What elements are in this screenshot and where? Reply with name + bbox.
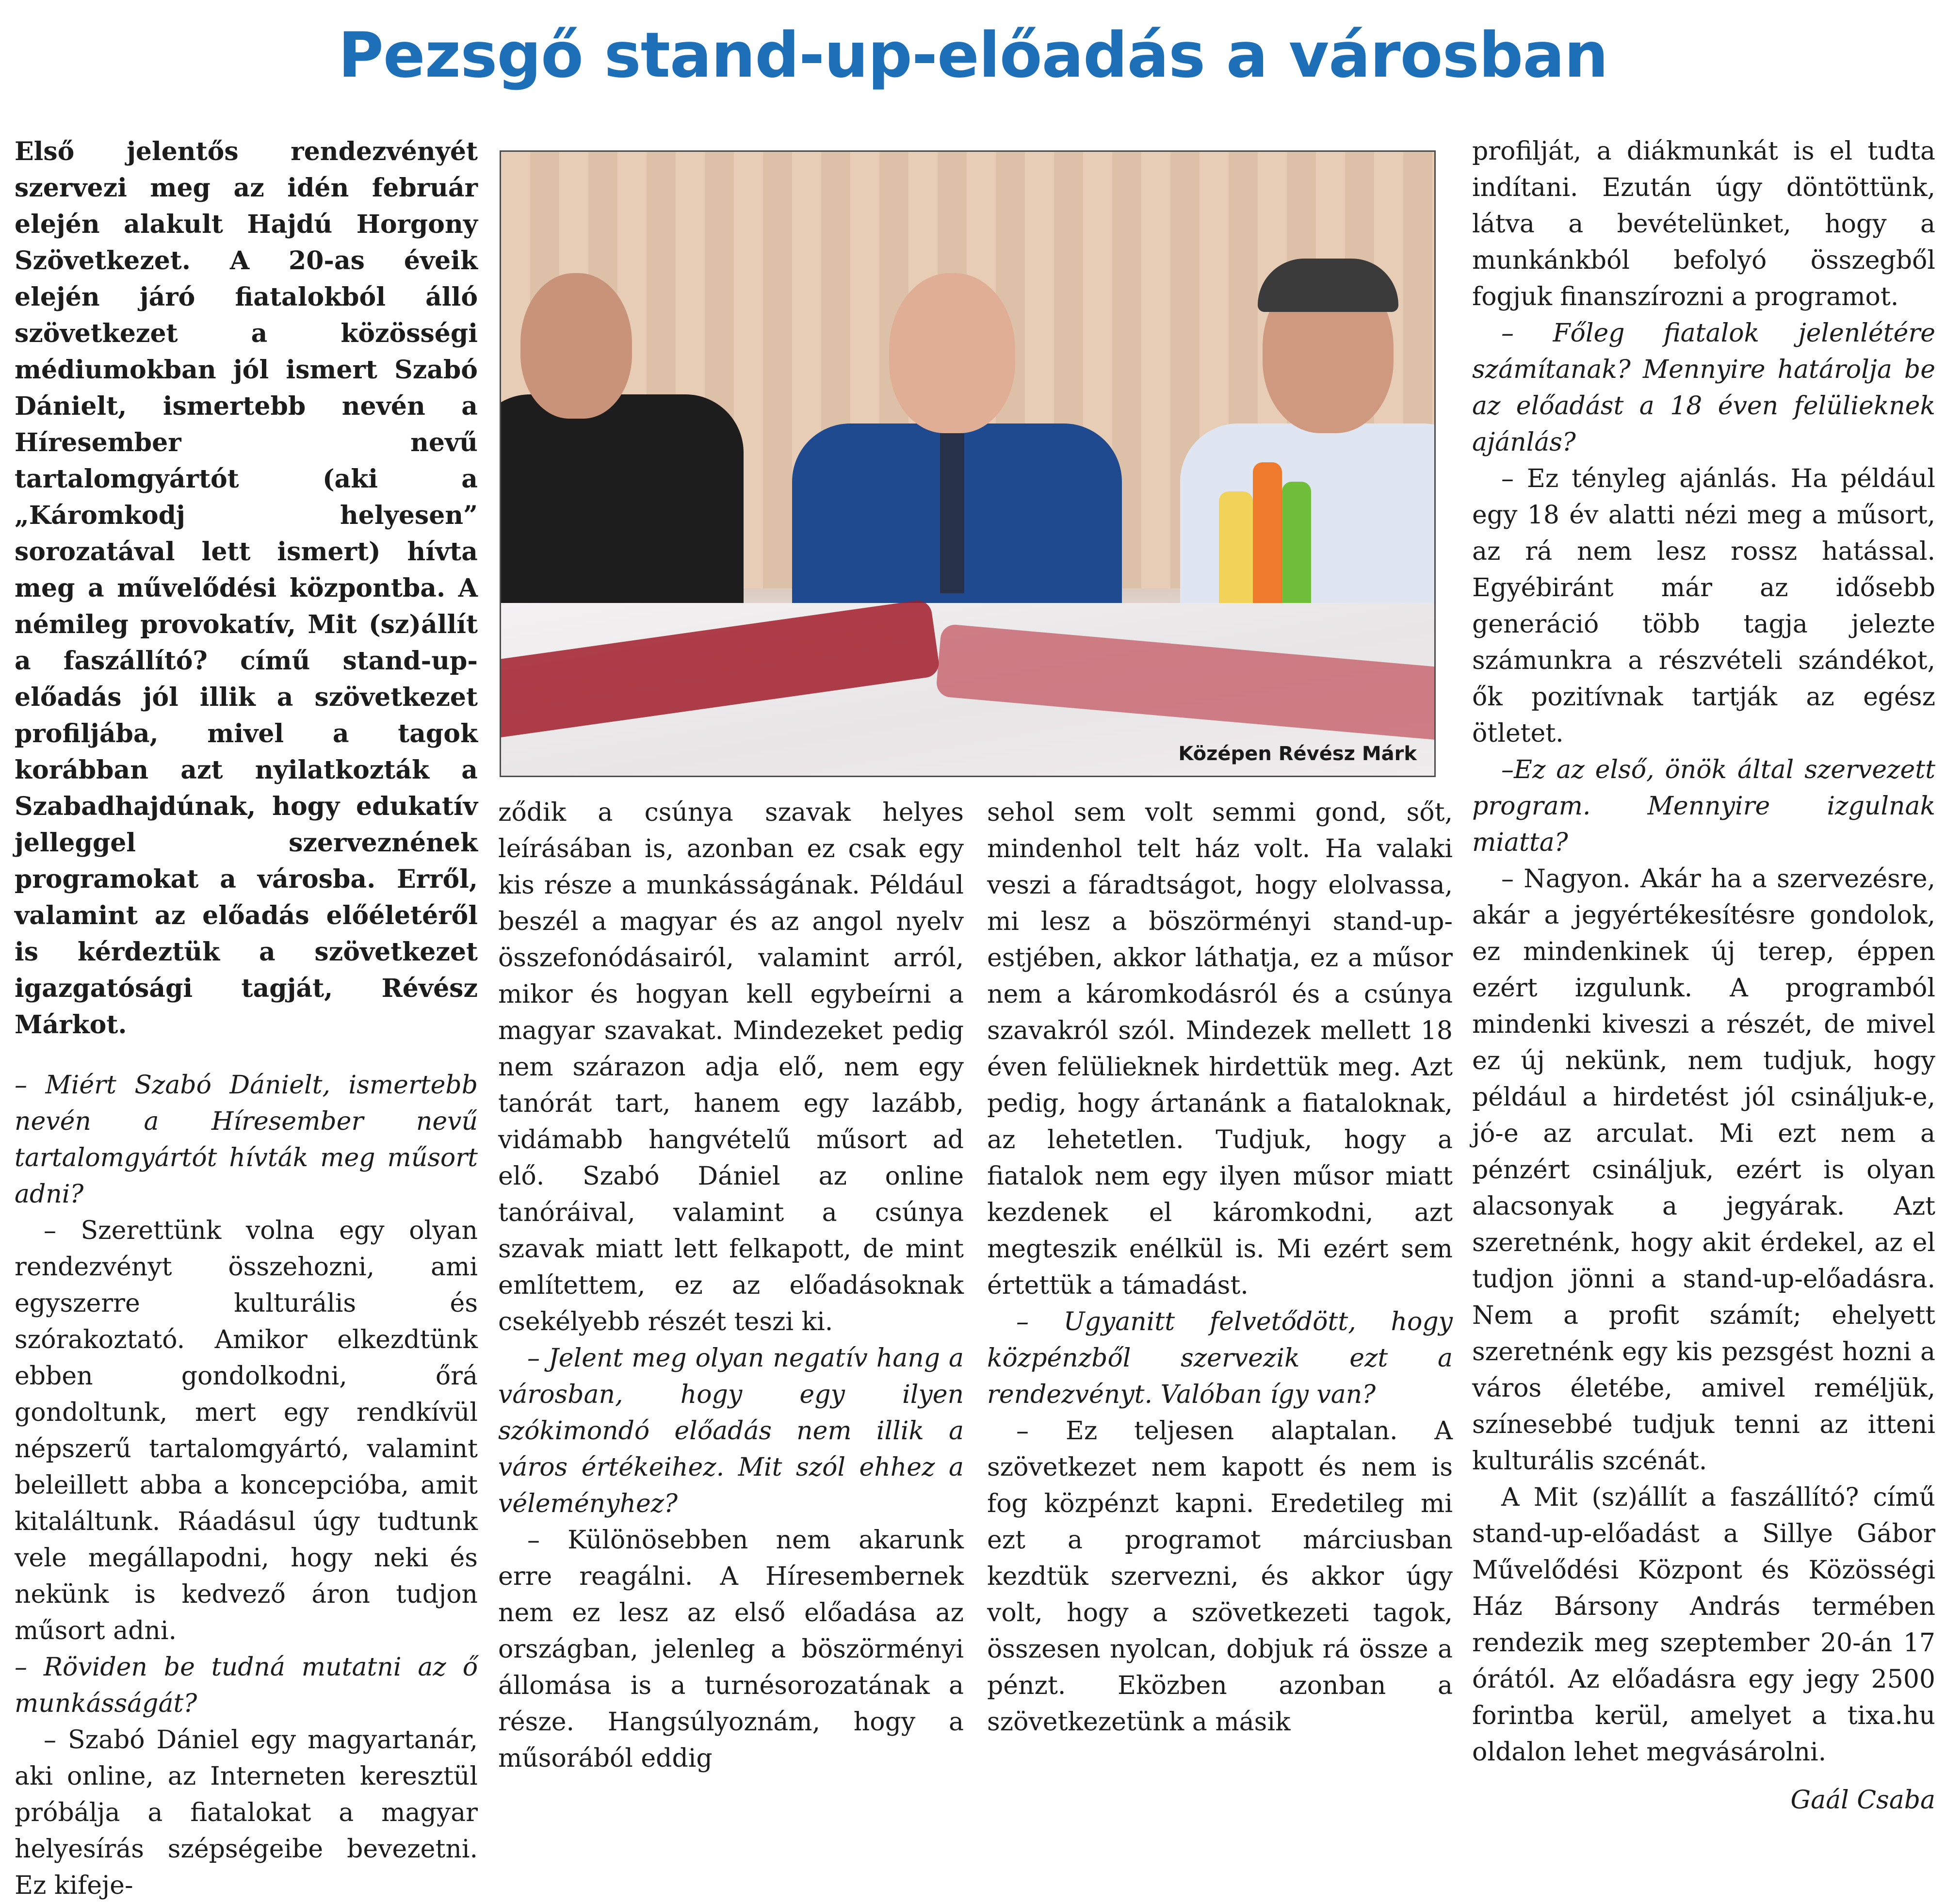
answer-5: – Ez tényleg ajánlás. Ha például egy 18 év alatti nézi meg a műsort, az rá nem lesz rossz hatással. Egyébiránt már az idősebb generáció több tagja jelezte számunkra a részvételi szándékot, ők pozitívnak tartják az egész ötletet. xyxy=(1472,464,1935,748)
tie xyxy=(940,433,964,593)
question-6: –Ez az első, önök által szervezett program. Mennyire izgulnak miatta? xyxy=(1472,755,1935,857)
question-2: – Röviden be tudná mutatni az ő munkásságát? xyxy=(15,1653,478,1718)
answer-3: – Különösebben nem akarunk erre reagálni. A Híresembernek nem ez lesz az első előadása az országban, jelenleg a böszörményi állomása is a turnésorozatának a része. Hangsúlyoznám, hogy a műsorából eddig xyxy=(498,1526,964,1773)
question-1: – Miért Szabó Dánielt, ismertebb nevén a Híresember nevű tartalomgyártót hívták meg műsort adni? xyxy=(15,1071,478,1209)
column-1 xyxy=(15,133,478,1904)
answer-3-continued: sehol sem volt semmi gond, sőt, mindenhol telt ház volt. Ha valaki veszi a fáradtságot, hogy elolvassa, mi lesz a böszörményi stand-up-estjében, akkor láthatja, ez a műsor nem a káromkodásról és a csúnya szavakról szól. Mindezek mellett 18 éven felülieknek hirdettük meg. Azt pedig, hogy ártanánk a fiataloknak, az lehetetlen. Tudjuk, hogy a fiatalok nem egy ilyen műsor miatt kezdenek el káromkodni, azt megteszik enélkül is. Mi ezért sem értettük a támadást. xyxy=(987,798,1453,1300)
column-2 xyxy=(498,795,964,1777)
answer-2: – Szabó Dániel egy magyartanár, aki online, az Interneten keresztül próbálja a fiatalokat a magyar helyesírás szépségeibe bevezetni. Ez kifeje- xyxy=(15,1725,478,1900)
photo-caption: Középen Révész Márk xyxy=(1178,743,1417,765)
column-3 xyxy=(987,795,1453,1741)
drink-bottles xyxy=(1219,462,1306,622)
lead-paragraph: Első jelentős rendezvényét szervezi meg az idén február elején alakult Hajdú Horgony Szövetkezet. A 20-as éveik elején járó fiatalokból álló szövetkezet a közösségi médiumokban jól ismert Szabó Dánielt, ismertebb nevén a Híresember nevű tartalomgyártót (aki a „Káromkodj helyesen” sorozatával lett ismert) hívta meg a művelődési központba. A némileg provokatív, Mit (sz)állít a faszállító? című stand-up-előadás jól illik a szövetkezet profiljába, mivel a tagok korábban azt nyilatkozták a Szabadhajdúnak, hogy edukatív jelleggel szerveznének programokat a városba. Erről, valamint az előadás előéletéről is kérdeztük a szövetkezet igazgatósági tagját, Révész Márkot. xyxy=(15,137,478,1040)
column-4 xyxy=(1472,133,1935,1819)
question-5: – Főleg fiatalok jelenlétére számítanak? Mennyire határolja be az előadást a 18 éven felülieknek ajánlás? xyxy=(1472,319,1935,457)
answer-4: – Ez teljesen alaptalan. A szövetkezet nem kapott és nem is fog közpénzt kapni. Eredetileg mi ezt a programot márciusban kezdtük szervezni, és akkor úgy volt, hogy a szövetkezeti tagok, összesen nyolcan, dobjuk rá össze a pénzt. Eközben azonban a szövetkezetünk a másik xyxy=(987,1416,1453,1737)
answer-6: – Nagyon. Akár ha a szervezésre, akár a jegyértékesítésre gondolok, ez mindenkinek új terep, éppen ezért izgulunk. A programból mindenki kiveszi a részét, de mivel ez új nekünk, nem tudjuk, hogy például a hirdetést jól csináljuk-e, jó-e az arculat. Mi ezt nem a pénzért csináljuk, ezért is olyan alacsonyak a jegyárak. Azt szeretnénk, hogy akit érdekel, az el tudjon jönni a stand-up-előadásra. Nem a profit számít; ehelyett szeretnénk egy kis pezsgést hozni a város életébe, amivel reméljük, színesebbé tudjuk tenni az itteni kulturális szcénát. xyxy=(1472,864,1935,1476)
answer-2-continued: ződik a csúnya szavak helyes leírásában is, azonban ez csak egy kis része a munkásságának. Például beszél a magyar és az angol nyelv összefonódásairól, valamint arról, mikor és hogyan kell egybeírni a magyar szavakat. Mindezeket pedig nem szárazon adja elő, nem egy tanórát tart, hanem egy lazább, vidámabb hangvételű műsort ad elő. Szabó Dániel az online tanóráival, valamint a csúnya szavak miatt lett felkapott, de mint említettem, ez az előadásoknak csekélyebb részét teszi ki. xyxy=(498,798,964,1336)
answer-1: – Szerettünk volna egy olyan rendezvényt összehozni, ami egyszerre kulturális és szórakoztató. Amikor elkezdtünk ebben gondolkodni, őrá gondoltunk, mert egy rendkívül népszerű tartalomgyártó, valamint beleillett abba a koncepcióba, amit kitaláltunk. Ráadásul úgy tudtunk vele megállapodni, hogy neki és nekünk is kedvező áron tudjon műsort adni. xyxy=(15,1216,478,1645)
question-3: – Jelent meg olyan negatív hang a városban, hogy egy ilyen szókimondó előadás nem illik a város értékeihez. Mit szól ehhez a véleményhez? xyxy=(498,1344,964,1518)
closing-paragraph: A Mit (sz)állít a faszállító? című stand-up-előadást a Sillye Gábor Művelődési Központ és Közösségi Ház Bársony András termében rendezik meg szeptember 20-án 17 órától. Az előadásra egy jegy 2500 forintba kerül, amelyet a tixa.hu oldalon lehet megvásárolni. xyxy=(1472,1483,1935,1767)
article-title: Pezsgő stand-up-előadás a városban xyxy=(338,19,1608,92)
article-photo xyxy=(500,150,1436,777)
question-4: – Ugyanitt felvetődött, hogy közpénzből szervezik ezt a rendezvényt. Valóban így van? xyxy=(987,1307,1453,1409)
answer-4-continued: profilját, a diákmunkát is el tudta indítani. Ezután úgy döntöttünk, látva a bevételünket, hogy a munkánkból befolyó összegből fogjuk finanszírozni a programot. xyxy=(1472,137,1935,311)
hair xyxy=(1258,259,1398,312)
author-signature: Gaál Csaba xyxy=(1790,1786,1935,1815)
